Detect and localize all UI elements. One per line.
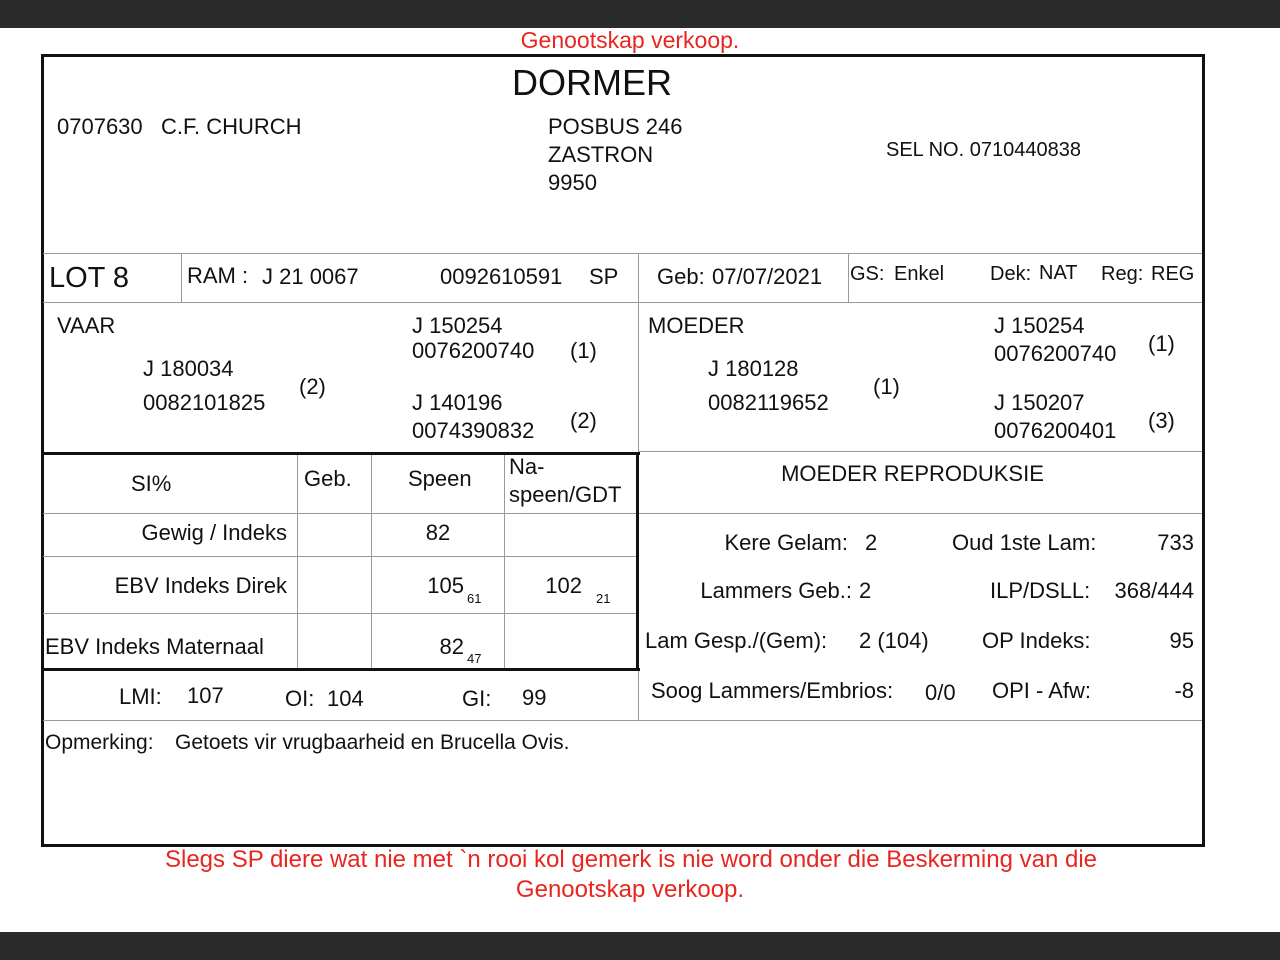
- frame-right: [1202, 54, 1205, 847]
- row-label: Gewig / Indeks: [141, 520, 287, 545]
- row-speen: 82: [439, 634, 464, 659]
- frame-left: [41, 54, 44, 847]
- ilp-value: 368/444: [1114, 578, 1194, 603]
- opi-value: -8: [1174, 678, 1194, 703]
- row-speen: 82: [425, 520, 451, 545]
- rule: [43, 302, 1202, 303]
- banner-top: Genootskap verkoop.: [520, 27, 740, 53]
- dam-sire-grade: (1): [1148, 331, 1175, 356]
- dam-dam-number: 0076200401: [994, 418, 1117, 443]
- gs-value: Enkel: [894, 263, 945, 285]
- rule: [43, 513, 638, 514]
- rule: [638, 513, 1202, 514]
- lam-value: 2 (104): [859, 628, 929, 653]
- seller-number: SEL NO. 0710440838: [886, 139, 1081, 161]
- remark-text: Getoets vir vrugbaarheid en Brucella Ovis.: [175, 731, 570, 754]
- reg-value: REG: [1151, 263, 1195, 285]
- lammers-label: Lammers Geb.:: [700, 578, 852, 603]
- lot-number: LOT 8: [49, 262, 130, 294]
- frame-bottom: [41, 844, 1205, 847]
- reg-label: Reg:: [1101, 263, 1144, 285]
- soog-label: Soog Lammers/Embrios:: [651, 678, 894, 703]
- row-naspeen: 102: [545, 573, 582, 598]
- sire-label: VAAR: [57, 313, 116, 338]
- sire-sire-grade: (1): [570, 338, 597, 363]
- banner-bottom-line2: Genootskap verkoop.: [515, 876, 745, 903]
- header-naspeen-1: Na-: [509, 454, 545, 479]
- rule: [848, 253, 849, 302]
- opi-label: OPI - Afw:: [992, 678, 1092, 703]
- lam-label: Lam Gesp./(Gem):: [645, 628, 828, 653]
- perf-box-top: [43, 452, 640, 455]
- header-si: SI%: [131, 471, 172, 496]
- header-geb: Geb.: [304, 466, 352, 491]
- rule: [638, 451, 1202, 452]
- rule: [43, 720, 1202, 721]
- dam-dam-grade: (3): [1148, 408, 1175, 433]
- address-line1: POSBUS 246: [548, 114, 683, 139]
- row-speen-sub: 47: [467, 651, 482, 666]
- perf-box-bottom: [43, 668, 640, 671]
- op-value: 95: [1169, 628, 1194, 653]
- dam-sire-id: J 150254: [994, 313, 1085, 338]
- lmi-value: 107: [187, 683, 224, 708]
- oi-value: 104: [327, 686, 364, 711]
- oi-label: OI:: [285, 686, 315, 711]
- row-speen: 105: [427, 573, 464, 598]
- sire-number: 0082101825: [143, 390, 266, 415]
- perf-box-right: [636, 452, 639, 671]
- row-naspeen-sub: 21: [596, 591, 611, 606]
- oud-label: Oud 1ste Lam:: [952, 530, 1097, 555]
- rule: [43, 253, 1202, 254]
- rule: [181, 253, 182, 302]
- birth-label: Geb:: [657, 264, 705, 289]
- sire-dam-grade: (2): [570, 408, 597, 433]
- ram-id: J 21 0067: [262, 264, 359, 289]
- address-line2: ZASTRON: [548, 142, 654, 167]
- rule: [297, 455, 298, 668]
- header-naspeen-2: speen/GDT: [509, 482, 622, 507]
- kere-label: Kere Gelam:: [724, 530, 848, 555]
- kere-value: 2: [865, 530, 878, 555]
- gs-label: GS:: [850, 263, 885, 285]
- dam-id: J 180128: [708, 356, 799, 381]
- row-label: EBV Indeks Maternaal: [45, 634, 264, 659]
- gi-label: GI:: [462, 686, 492, 711]
- rule: [504, 455, 505, 668]
- dam-dam-id: J 150207: [994, 390, 1085, 415]
- remark-label: Opmerking:: [45, 731, 154, 754]
- address-line3: 9950: [548, 170, 597, 195]
- repro-title: MOEDER REPRODUKSIE: [781, 461, 1044, 486]
- oud-value: 733: [1157, 530, 1194, 555]
- sire-grade: (2): [299, 374, 326, 399]
- ram-number: 0092610591: [440, 264, 563, 289]
- frame-top: [41, 54, 1205, 57]
- sire-sire-number: 0076200740: [412, 338, 535, 363]
- breed-title: DORMER: [512, 62, 672, 103]
- breeder-id: 0707630: [57, 114, 143, 139]
- soog-value: 0/0: [925, 680, 956, 705]
- lmi-label: LMI:: [119, 684, 162, 709]
- gi-value: 99: [522, 685, 547, 710]
- sire-dam-number: 0074390832: [412, 418, 535, 443]
- lammers-value: 2: [859, 578, 872, 603]
- dam-grade: (1): [873, 374, 900, 399]
- rule: [43, 556, 638, 557]
- row-label: EBV Indeks Direk: [114, 573, 287, 598]
- sire-id: J 180034: [143, 356, 234, 381]
- banner-bottom-line1: Slegs SP diere wat nie met `n rooi kol gemerk is nie word onder die Beskerming van die: [164, 846, 1097, 873]
- rule: [43, 613, 638, 614]
- sire-dam-id: J 140196: [412, 390, 503, 415]
- ilp-label: ILP/DSLL:: [990, 578, 1091, 603]
- op-label: OP Indeks:: [982, 628, 1091, 653]
- dek-value: NAT: [1039, 262, 1078, 284]
- ram-grade: SP: [589, 264, 619, 289]
- dam-label: MOEDER: [648, 313, 745, 338]
- dam-sire-number: 0076200740: [994, 341, 1117, 366]
- birth-date: 07/07/2021: [712, 264, 823, 289]
- dek-label: Dek:: [990, 263, 1032, 285]
- sire-sire-id: J 150254: [412, 313, 503, 338]
- dam-number: 0082119652: [708, 390, 829, 415]
- breeder-name: C.F. CHURCH: [161, 114, 302, 139]
- header-speen: Speen: [408, 466, 472, 491]
- bottom-bar: [0, 932, 1280, 960]
- ram-label: RAM :: [187, 263, 249, 288]
- top-bar: [0, 0, 1280, 28]
- row-speen-sub: 61: [467, 591, 482, 606]
